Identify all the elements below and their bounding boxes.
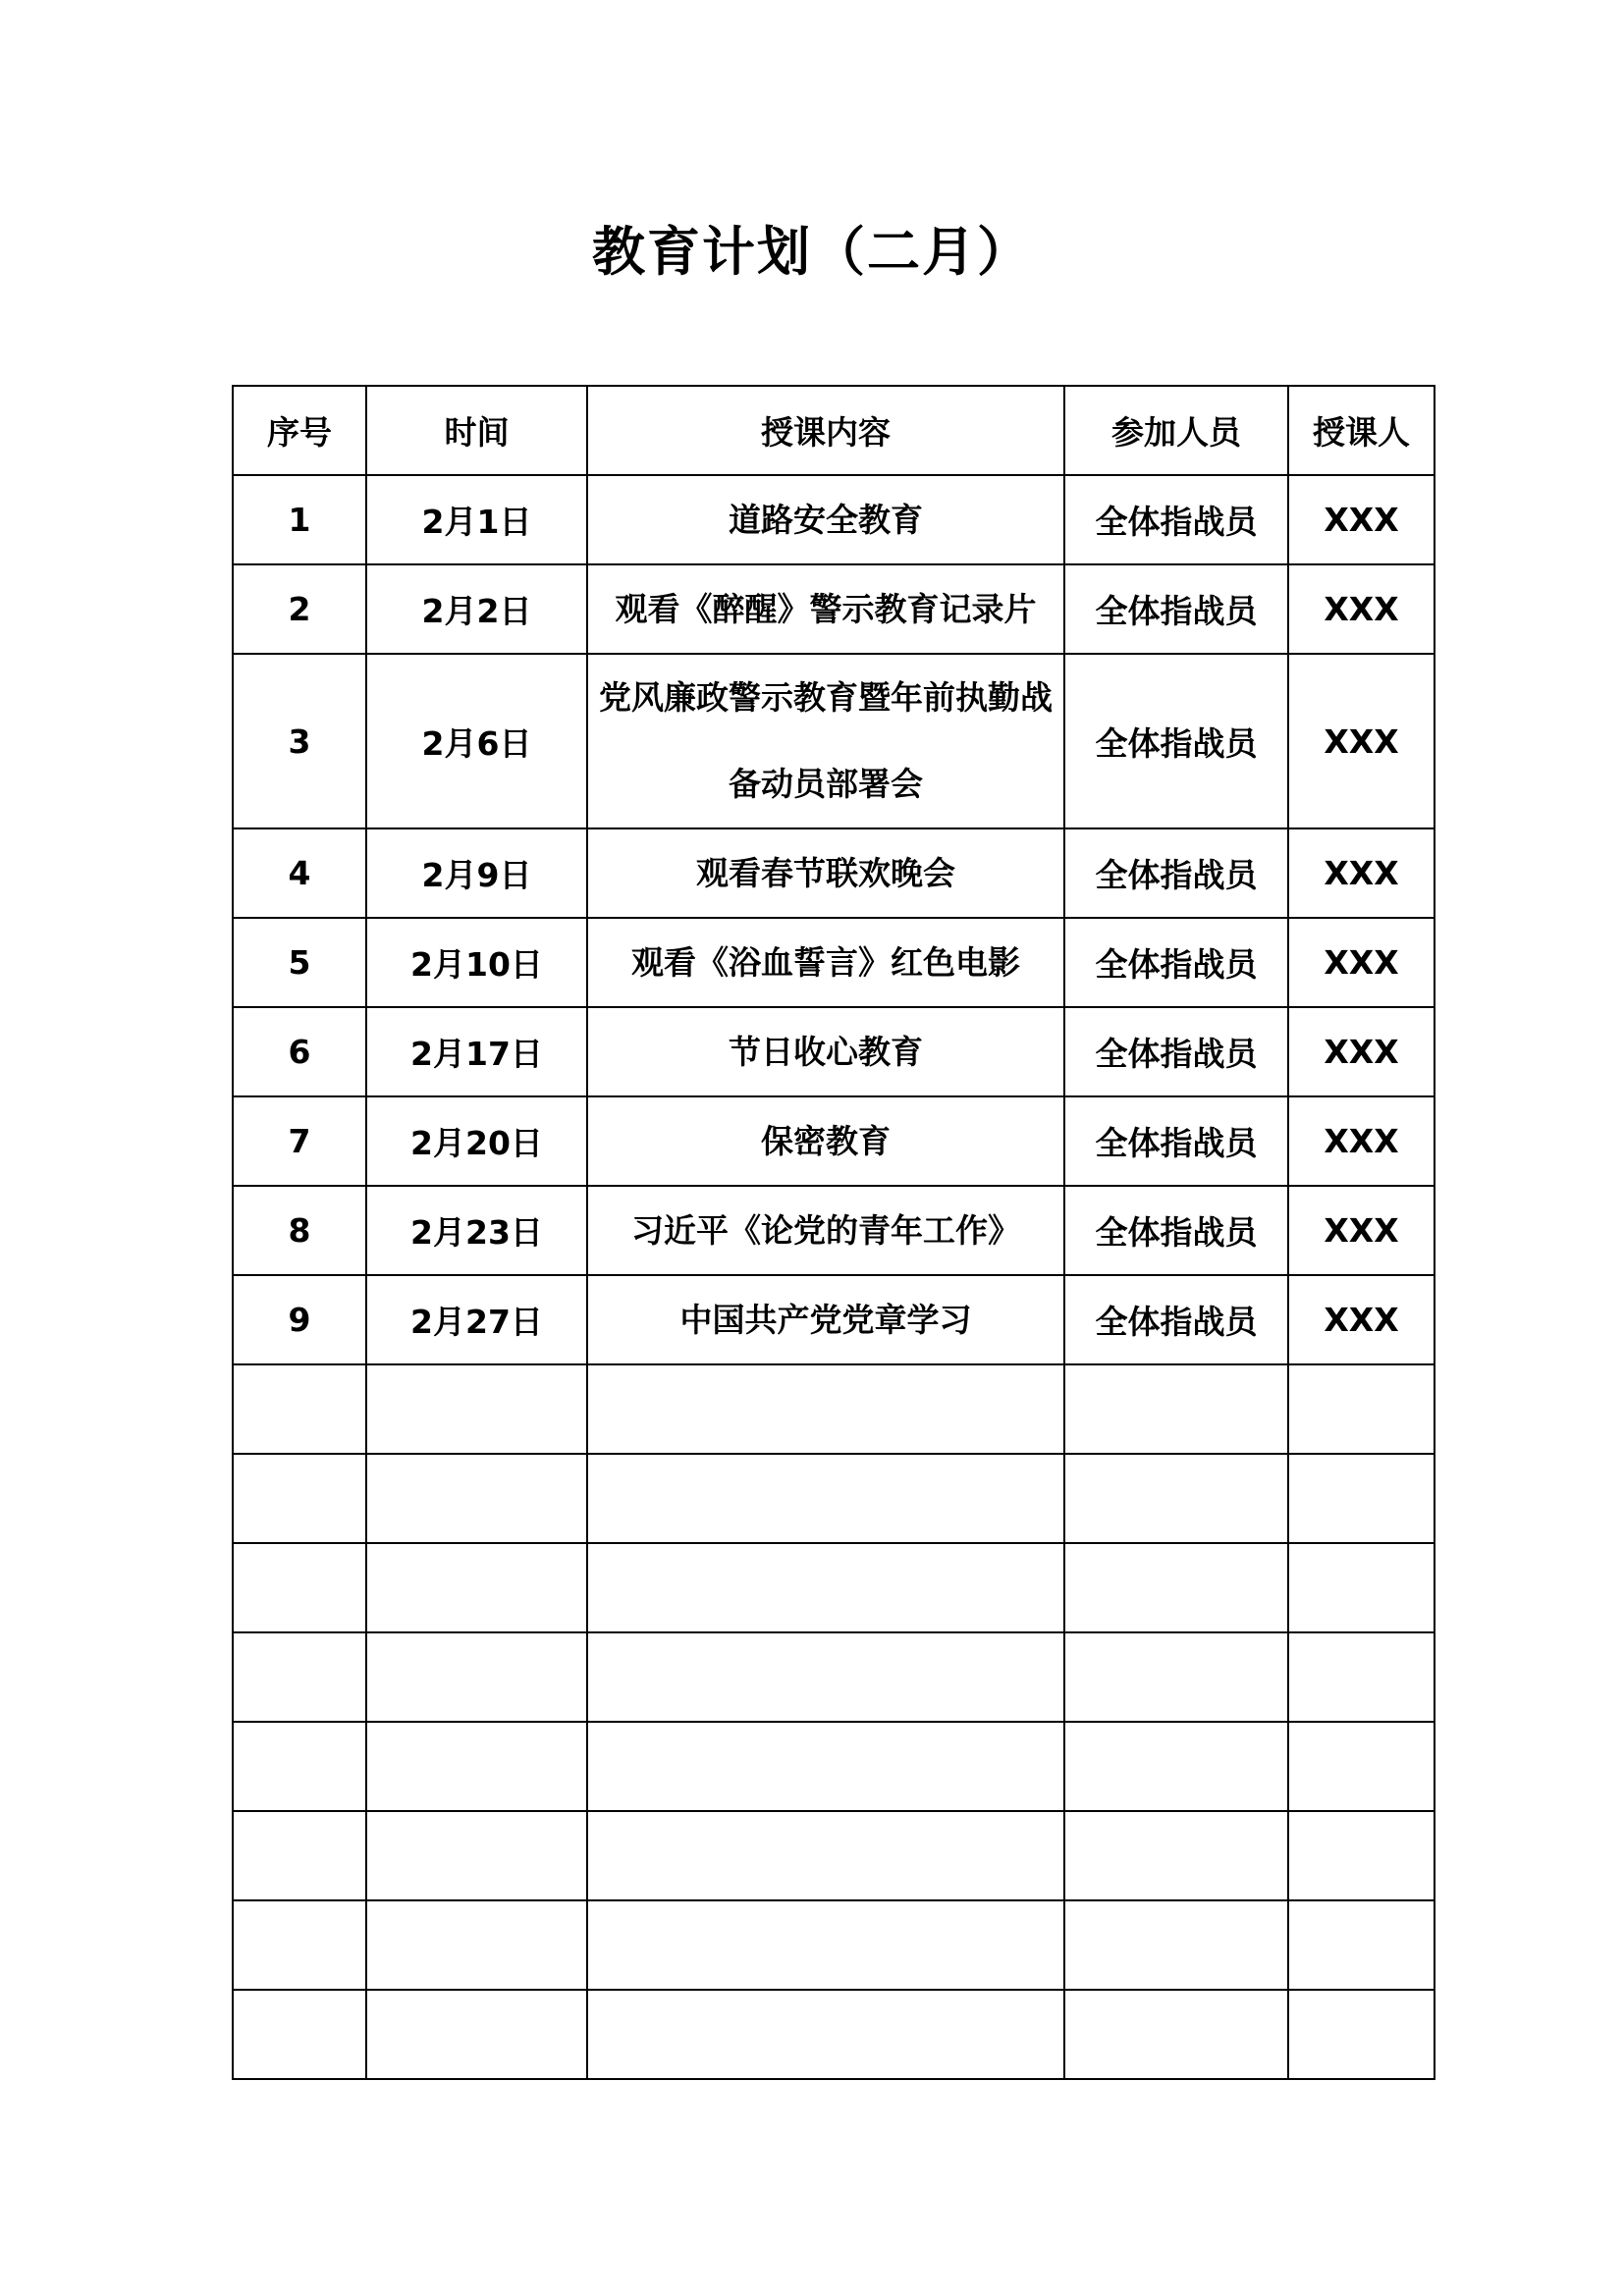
- empty-cell: [233, 1543, 366, 1632]
- row-index: 5: [233, 918, 366, 1007]
- header-participants: 参加人员: [1064, 386, 1288, 475]
- empty-cell: [366, 1722, 587, 1811]
- row-content: 保密教育: [587, 1096, 1064, 1186]
- empty-cell: [233, 1454, 366, 1543]
- empty-row: [233, 1543, 1435, 1632]
- row-content: 节日收心教育: [587, 1007, 1064, 1096]
- row-lecturer: XXX: [1288, 918, 1435, 1007]
- row-lecturer: XXX: [1288, 1007, 1435, 1096]
- row-participants: 全体指战员: [1064, 654, 1288, 828]
- row-participants: 全体指战员: [1064, 1096, 1288, 1186]
- table-row: [233, 564, 1435, 654]
- empty-cell: [587, 1454, 1064, 1543]
- row-lecturer: XXX: [1288, 1275, 1435, 1364]
- row-participants: 全体指战员: [1064, 564, 1288, 654]
- empty-cell: [1288, 1811, 1435, 1900]
- empty-cell: [366, 1364, 587, 1454]
- empty-cell: [233, 1364, 366, 1454]
- row-index: 6: [233, 1007, 366, 1096]
- empty-cell: [587, 1364, 1064, 1454]
- row-content: 中国共产党党章学习: [587, 1275, 1064, 1364]
- row-lecturer: XXX: [1288, 1186, 1435, 1275]
- empty-cell: [1288, 1454, 1435, 1543]
- row-lecturer: XXX: [1288, 828, 1435, 918]
- header-index: 序号: [233, 386, 366, 475]
- empty-cell: [1288, 1900, 1435, 1990]
- empty-cell: [366, 1900, 587, 1990]
- empty-cell: [233, 1632, 366, 1722]
- empty-cell: [233, 1900, 366, 1990]
- empty-cell: [233, 1722, 366, 1811]
- row-participants: 全体指战员: [1064, 1007, 1288, 1096]
- empty-cell: [1064, 1454, 1288, 1543]
- table-row: [233, 475, 1435, 564]
- empty-row: [233, 1900, 1435, 1990]
- empty-cell: [1288, 1990, 1435, 2079]
- empty-cell: [233, 1990, 366, 2079]
- row-time: 2月20日: [366, 1096, 587, 1186]
- table-row: [233, 1096, 1435, 1186]
- empty-cell: [1064, 1990, 1288, 2079]
- row-time: 2月17日: [366, 1007, 587, 1096]
- education-plan-table: [232, 385, 1435, 2080]
- row-content: 习近平《论党的青年工作》: [587, 1186, 1064, 1275]
- empty-cell: [1064, 1722, 1288, 1811]
- row-content: 道路安全教育: [587, 475, 1064, 564]
- row-time: 2月9日: [366, 828, 587, 918]
- row-lecturer: XXX: [1288, 564, 1435, 654]
- row-participants: 全体指战员: [1064, 918, 1288, 1007]
- row-time: 2月27日: [366, 1275, 587, 1364]
- empty-row: [233, 1990, 1435, 2079]
- table-row: [233, 1186, 1435, 1275]
- table-row: [233, 828, 1435, 918]
- row-index: 3: [233, 654, 366, 828]
- row-index: 1: [233, 475, 366, 564]
- empty-cell: [1288, 1543, 1435, 1632]
- row-time: 2月6日: [366, 654, 587, 828]
- empty-cell: [1288, 1722, 1435, 1811]
- header-lecturer: 授课人: [1288, 386, 1435, 475]
- row-time: 2月23日: [366, 1186, 587, 1275]
- row-time: 2月10日: [366, 918, 587, 1007]
- header-time: 时间: [366, 386, 587, 475]
- empty-cell: [1064, 1364, 1288, 1454]
- empty-cell: [587, 1722, 1064, 1811]
- empty-cell: [366, 1811, 587, 1900]
- empty-row: [233, 1811, 1435, 1900]
- row-participants: 全体指战员: [1064, 475, 1288, 564]
- row-content: 观看《浴血誓言》红色电影: [587, 918, 1064, 1007]
- table-row: [233, 918, 1435, 1007]
- row-index: 7: [233, 1096, 366, 1186]
- empty-cell: [1064, 1900, 1288, 1990]
- table-header-row: [233, 386, 1435, 475]
- row-content: 观看《醉醒》警示教育记录片: [587, 564, 1064, 654]
- empty-row: [233, 1454, 1435, 1543]
- row-time: 2月1日: [366, 475, 587, 564]
- empty-cell: [1064, 1543, 1288, 1632]
- empty-cell: [587, 1811, 1064, 1900]
- empty-cell: [1064, 1811, 1288, 1900]
- empty-cell: [366, 1454, 587, 1543]
- header-content: 授课内容: [587, 386, 1064, 475]
- row-index: 4: [233, 828, 366, 918]
- empty-cell: [587, 1900, 1064, 1990]
- row-lecturer: XXX: [1288, 654, 1435, 828]
- row-index: 8: [233, 1186, 366, 1275]
- row-index: 9: [233, 1275, 366, 1364]
- page-title: 教育计划（二月）: [592, 221, 1032, 283]
- row-index: 2: [233, 564, 366, 654]
- empty-row: [233, 1632, 1435, 1722]
- row-content: 观看春节联欢晚会: [587, 828, 1064, 918]
- empty-row: [233, 1722, 1435, 1811]
- row-content: 党风廉政警示教育暨年前执勤战备动员部署会: [587, 654, 1064, 828]
- row-lecturer: XXX: [1288, 1096, 1435, 1186]
- row-time: 2月2日: [366, 564, 587, 654]
- empty-cell: [1064, 1632, 1288, 1722]
- row-participants: 全体指战员: [1064, 828, 1288, 918]
- row-participants: 全体指战员: [1064, 1275, 1288, 1364]
- empty-row: [233, 1364, 1435, 1454]
- table-row: [233, 654, 1435, 828]
- empty-cell: [233, 1811, 366, 1900]
- empty-cell: [366, 1990, 587, 2079]
- table-row: [233, 1007, 1435, 1096]
- table-row: [233, 1275, 1435, 1364]
- row-participants: 全体指战员: [1064, 1186, 1288, 1275]
- empty-cell: [587, 1543, 1064, 1632]
- empty-cell: [366, 1543, 587, 1632]
- empty-cell: [587, 1632, 1064, 1722]
- empty-cell: [1288, 1364, 1435, 1454]
- empty-cell: [366, 1632, 587, 1722]
- empty-cell: [587, 1990, 1064, 2079]
- empty-cell: [1288, 1632, 1435, 1722]
- row-lecturer: XXX: [1288, 475, 1435, 564]
